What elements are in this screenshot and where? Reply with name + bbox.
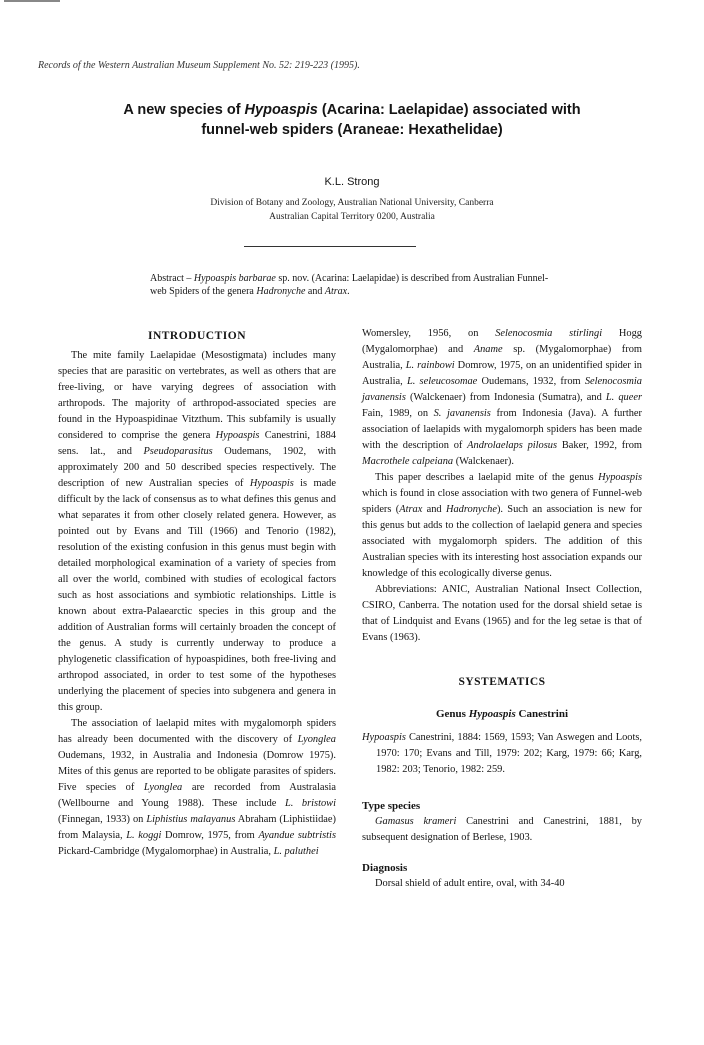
author-affiliation — [120, 196, 584, 224]
abstract-genus: Hadronyche — [256, 286, 306, 297]
type-species-heading: Type species — [362, 800, 421, 812]
abstract-genus: Atrax — [324, 286, 348, 297]
genus-heading: Genus Hypoaspis Canestrini — [435, 708, 569, 720]
affiliation-line: Australian Capital Territory 0200, Australia — [269, 212, 435, 222]
author-name: K.L. Strong — [324, 176, 380, 188]
title-text: A new species of — [123, 102, 245, 118]
journal-citation: Records of the Western Australian Museum Supplement No. 52: 219-223 (1995). — [38, 60, 360, 71]
intro-paragraph-1: The mite family Laelapidae (Mesostigmata) includes many species that are parasitic on vertebrates, as well as others that are free-living, or have varying degrees of association with arthropods. The majority of arthropod-associated species are found in the Hypoaspidinae Vitzthum. This subfamily is usually considered to comprise the genera Hypoaspis Canestrini, 1884 sens. lat., and Pseudoparasitus Oudemans, 1902, with approximately 200 and 50 described species respectively. The description of new Australian species of Hypoaspis is made difficult by the lack of consensus as to what defines this genus and what separates it from other closely related genera. However, as pointed out by Evans and Till (1966) and Tenorio (1982), resolution of the existing confusion in this genus must begin with detailed morphological examination of a variety of species from all over the world, combined with studies of ecological factors such as host associations and symbiotic relationships. Little is known about extra-Palaearctic species in this group and the addition of Australian forms will certainly broaden the concept of the genus. A study is currently underway to produce a phylogenetic classification of hypoaspidines, both free-living and arthropod associated, in order to test some of the hypotheses underlying the placement of species into subgenera and genera in this group. — [58, 350, 336, 713]
abstract-text: and — [305, 286, 325, 297]
abstract-text: Abstract – — [150, 273, 194, 284]
diagnosis-heading: Diagnosis — [362, 862, 408, 874]
intro-paragraph-2: The association of laelapid mites with mygalomorph spiders has already been documented with the discovery of Lyonglea Oudemans, 1932, in Australia and Indonesia (Domrow 1975). Mites of this genus are reported to be obligate parasites of spiders. Five species of Lyonglea are recorded from Australasia (Wellbourne and Young 1988). These include L. bristowi (Finnegan, 1933) on Liphistius malayanus Abraham (Liphistiidae) from Malaysia, L. koggi Domrow, 1975, from Ayandue subtristis Pickard-Cambridge (Mygalomorphae) in Australia, L. paluthei — [58, 718, 336, 857]
affiliation-line: Division of Botany and Zoology, Australian National University, Canberra — [210, 198, 494, 208]
separator-rule — [244, 246, 416, 247]
right-column — [362, 326, 642, 892]
title-text: (Acarina: Laelapidae) associated with — [317, 102, 581, 118]
title-genus: Hypoaspis — [244, 102, 318, 118]
title-text: funnel-web spiders (Araneae: Hexathelidae) — [201, 122, 503, 138]
page-corner-mark — [4, 0, 60, 2]
abstract-text: sp. nov. (Acarina: Laelapidae) is described from Australian Funnel-web Spiders of the genera — [150, 273, 549, 297]
abstract-species: Hypoaspis barbarae — [193, 273, 276, 284]
section-heading-introduction: INTRODUCTION — [147, 330, 246, 342]
diagnosis-text: Dorsal shield of adult entire, oval, with 34-40 — [375, 878, 565, 889]
intro-paragraph-2-continued: Womersley, 1956, on Selenocosmia stirlingi Hogg (Mygalomorphae) and Aname sp. (Mygalomorphae) from Australia, L. rainbowi Domrow, 1975, on an unidentified spider in Australia, L. seleucosomae Oudemans, 1932, from Selenocosmia javanensis (Walckenaer) from Indonesia (Sumatra), and L. queer Fain, 1989, on S. javanensis from Indonesia (Java). A further association of laelapids with mygalomorph spiders has been made with the description of Androlaelaps pilosus Baker, 1992, from Macrothele calpeiana (Walckenaer). — [362, 328, 643, 467]
genus-synonymy: Hypoaspis Canestrini, 1884: 1569, 1593; Van Aswegen and Loots, 1970: 170; Evans and Till, 1979: 202; Karg, 1979: 66; Karg, 1982: 203; Tenorio, 1982: 259. — [362, 732, 642, 775]
abstract — [150, 272, 550, 298]
paper-title — [60, 100, 644, 140]
left-column — [58, 328, 336, 860]
abstract-text: . — [347, 286, 350, 297]
type-species-text: Gamasus krameri Canestrini and Canestrini, 1881, by subsequent designation of Berlese, 1903. — [362, 816, 642, 843]
intro-paragraph-3: This paper describes a laelapid mite of the genus Hypoaspis which is found in close association with two genera of Funnel-web spiders (Atrax and Hadronyche). Such an association is new for this genus but adds to the collection of laelapid genera and species associated with mygalomorph spiders. The addition of this Australian species with its interesting host association expands our knowledge of this ecologically diverse genus. — [362, 472, 642, 579]
section-heading-systematics: SYSTEMATICS — [458, 676, 546, 688]
intro-paragraph-abbreviations: Abbreviations: ANIC, Australian National Insect Collection, CSIRO, Canberra. The notation used for the dorsal shield setae is that of Lindquist and Evans (1965) and for the leg setae is that of Evans (1963). — [362, 584, 642, 643]
